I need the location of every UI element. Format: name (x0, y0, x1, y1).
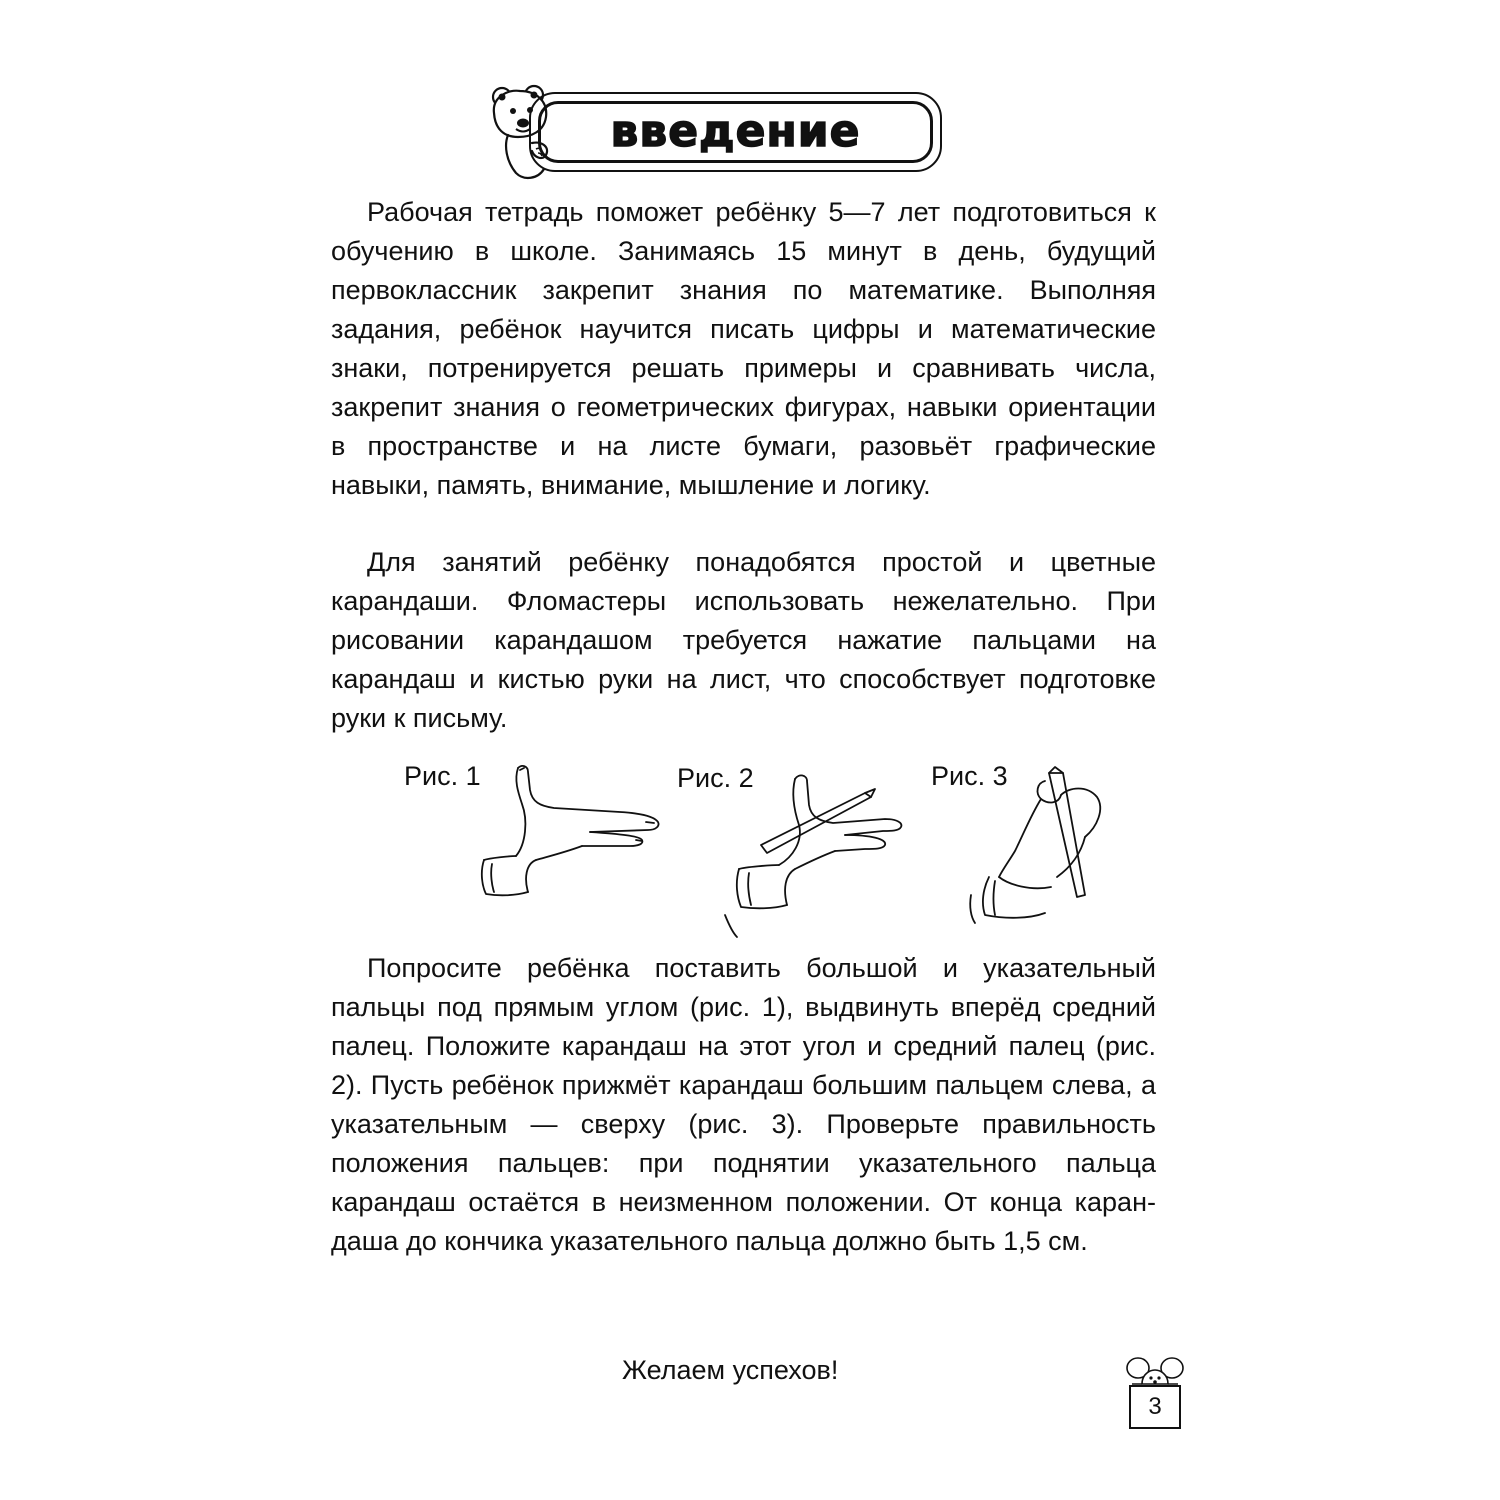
instructions-paragraph: Попросите ребёнка поставить большой и указательный пальцы под прямым углом (рис. 1), выдвинуть вперёд средний палец. Положите карандаш на этот угол и средний палец (рис. 2). Пусть ребёнок прижмёт карандаш большим пальцем слева, а указательным — сверху (рис. 3). Проверьте правильность положения пальцев: при поднятии указательного пальца карандаш остаётся в неизменном положении. От конца карандаша до кончика указательного пальца должно быть 1,5 см. (331, 953, 1156, 1256)
page-number-text: 3 (1148, 1393, 1162, 1420)
closing-wish: Желаем успехов! (622, 1355, 839, 1385)
page-title: введение (610, 106, 861, 157)
figure-3-label: Рис. 3 (931, 761, 1008, 791)
hand-right-angle-icon (470, 760, 670, 920)
materials-paragraph: Для занятий ребёнку понадобятся простой и цветные карандаши. Фломастеры использовать нежелательно. При рисовании карандашом требуется нажатие пальцами на карандаш и кистью руки на лист, что способствует подготовке руки к письму. (331, 547, 1156, 733)
page-number (1129, 1385, 1181, 1429)
figure-2-label: Рис. 2 (677, 763, 754, 793)
figure-1-label: Рис. 1 (404, 761, 481, 791)
title-plaque (529, 92, 942, 172)
hand-with-pencil-icon (715, 765, 915, 940)
hand-holding-pencil-icon (965, 765, 1110, 925)
title-plaque-inner (538, 101, 933, 163)
intro-paragraph: Рабочая тетрадь поможет ребёнку 5—7 лет подготовиться к обучению в школе. Занимаясь 15 минут в день, будущий первоклассник закрепит знания по математике. Выполняя задания, ребёнок научится писать цифры и математические знаки, потренируется решать примеры и сравнивать числа, закрепит знания о геометрических фигурах, навыки ориентации в пространстве и на листе бумаги, разовьёт графические навыки, память, внимание, мышление и логику. (331, 197, 1156, 500)
